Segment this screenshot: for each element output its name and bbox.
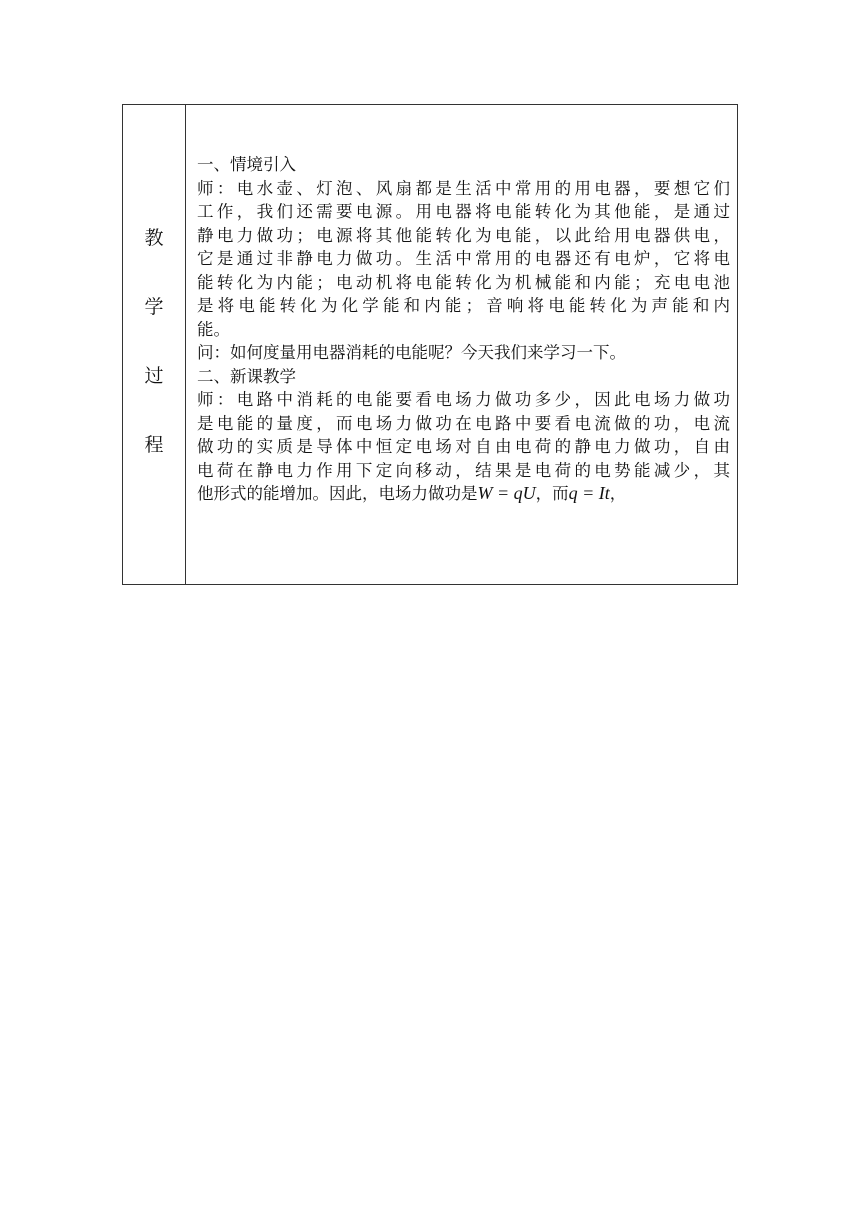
formula-line-text: 他形式的能增加。因此，电场力做功是 — [197, 484, 478, 503]
text-line: 它是通过非静电力做功。生活中常用的电器还有电炉，它将电 — [197, 249, 730, 268]
text-line: 做功的实质是导体中恒定电场对自由电荷的静电力做功，自由 — [197, 437, 730, 456]
side-label-char: 教 — [144, 227, 164, 249]
text-line: 是将电能转化为化学能和内能；音响将电能转化为声能和内 — [197, 296, 730, 315]
text-line: 电荷在静电力作用下定向移动，结果是电荷的电势能减少，其 — [197, 460, 730, 480]
text-line: 师：电路中消耗的电能要看电场力做功多少，因此电场力做功 — [197, 390, 730, 409]
text-line: 是电能的量度，而电场力做功在电路中要看电流做的功，电流 — [197, 413, 730, 433]
formula-separator: ，而 — [535, 484, 569, 503]
side-label-char: 过 — [144, 365, 164, 387]
question-line: 问：如何度量用电器消耗的电能呢？今天我们来学习一下。 — [197, 343, 626, 362]
side-label-cell — [123, 105, 186, 584]
text-line: 能转化为内能；电动机将电能转化为机械能和内能；充电电池 — [197, 272, 730, 292]
work-formula: W = qU — [477, 483, 536, 503]
text-line: 静电力做功；电源将其他能转化为电能，以此给用电器供电， — [197, 225, 730, 245]
formula-line-ending: ， — [609, 484, 627, 503]
lesson-table — [122, 104, 738, 585]
text-line: 工作，我们还需要电源。用电器将电能转化为其他能，是通过 — [197, 202, 730, 221]
side-label-char: 程 — [144, 434, 164, 456]
section-heading: 一、情境引入 — [197, 155, 296, 174]
section-heading: 二、新课教学 — [197, 366, 296, 386]
content-cell — [186, 105, 737, 584]
text-line: 师：电水壶、灯泡、风扇都是生活中常用的用电器，要想它们 — [197, 178, 730, 198]
charge-formula: q = It — [568, 483, 610, 503]
formula-line — [197, 482, 730, 506]
side-label-char: 学 — [144, 296, 164, 318]
text-line: 能。 — [197, 319, 230, 339]
